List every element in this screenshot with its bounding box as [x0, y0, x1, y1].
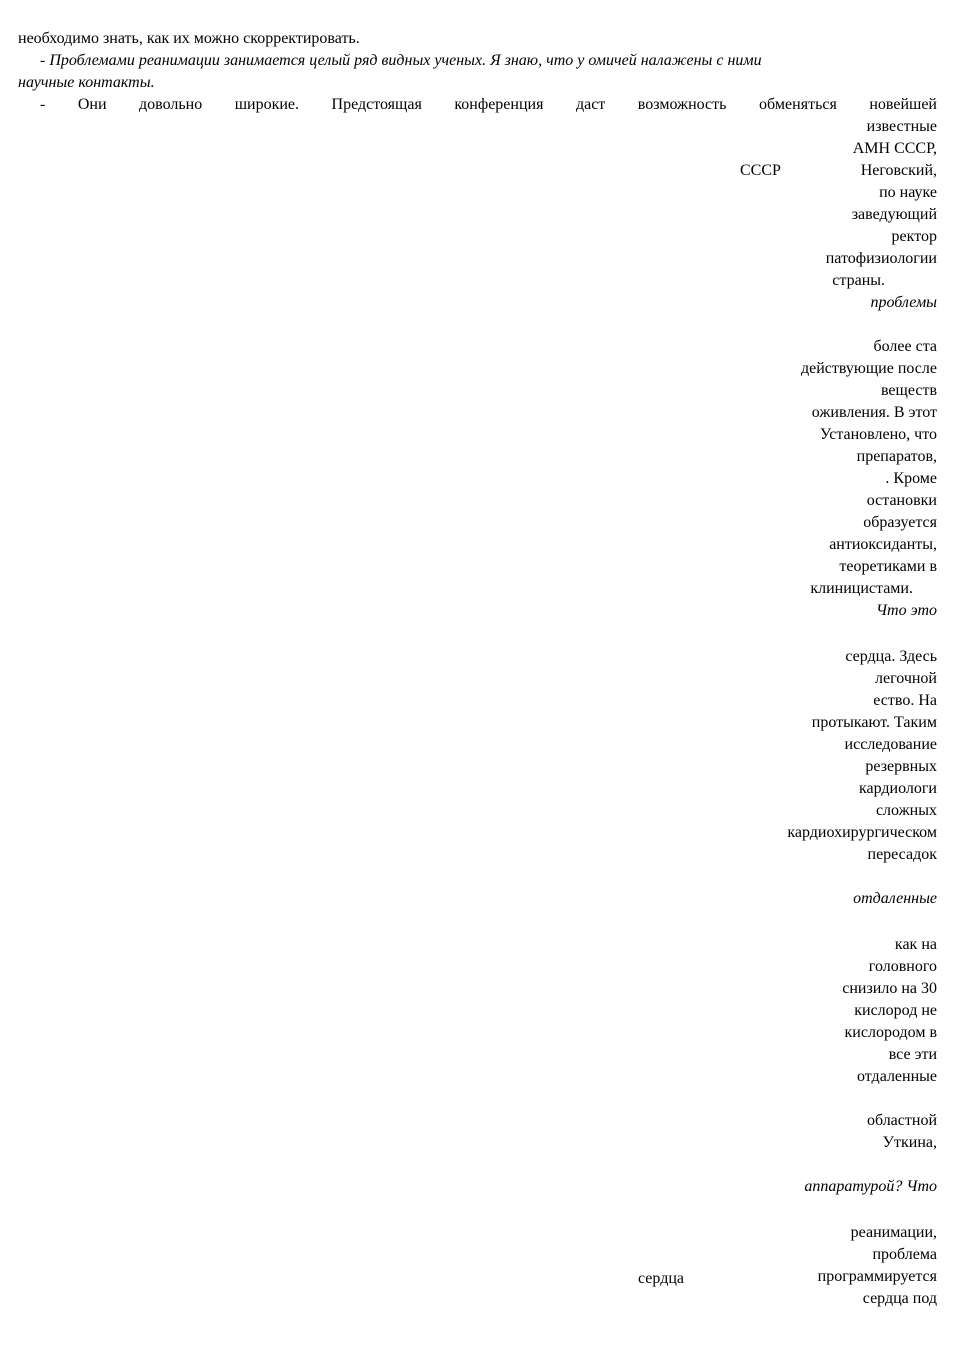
fragment: как на [894, 936, 937, 953]
fragment: АМН СССР, [852, 140, 937, 157]
text-line-italic: - Проблемами реанимации занимается целый ряд видных ученых. Я знаю, что у омичей налажены с ними [40, 52, 762, 69]
fragment: кислород не [854, 1002, 937, 1019]
fragment: все эти [888, 1046, 937, 1063]
stray-word: сердца [638, 1270, 684, 1287]
fragment: образуется [863, 514, 937, 531]
fragment: кардиохирургическом [787, 824, 937, 841]
fragment: препаратов, [856, 448, 937, 465]
fragment: веществ [880, 382, 937, 399]
fragment: реанимации, [850, 1224, 937, 1241]
fragment: теоретиками в [839, 558, 937, 575]
stray-word: СССР [740, 162, 781, 179]
fragment-italic: Что это [876, 602, 937, 619]
fragment: клиницистами. [810, 580, 913, 597]
text-line: необходимо знать, как их можно скорректировать. [18, 30, 360, 47]
fragment: по науке [879, 184, 937, 201]
fragment: снизило на 30 [842, 980, 937, 997]
fragment: резервных [865, 758, 937, 775]
fragment: более ста [873, 338, 937, 355]
fragment: ректор [891, 228, 937, 245]
fragment: программируется [817, 1268, 937, 1285]
fragment: Уткина, [882, 1134, 937, 1151]
fragment: патофизиологии [825, 250, 937, 267]
fragment: пересадок [867, 846, 937, 863]
fragment: сердца под [862, 1290, 937, 1307]
fragment: головного [868, 958, 937, 975]
fragment-italic: отдаленные [853, 890, 937, 907]
fragment: оживления. В этот [811, 404, 937, 421]
text-line-italic: научные контакты. [18, 74, 155, 91]
fragment: остановки [866, 492, 937, 509]
fragment: заведующий [851, 206, 937, 223]
fragment: Неговский, [860, 162, 937, 179]
fragment: сложных [875, 802, 937, 819]
fragment: исследование [844, 736, 937, 753]
fragment: протыкают. Таким [811, 714, 937, 731]
fragment: ество. На [873, 692, 937, 709]
fragment: кардиологи [858, 780, 937, 797]
fragment: областной [866, 1112, 937, 1129]
fragment: страны. [832, 272, 885, 289]
fragment: сердца. Здесь [845, 648, 937, 665]
fragment: кислородом в [844, 1024, 937, 1041]
fragment: антиоксиданты, [829, 536, 937, 553]
fragment: известные [866, 118, 937, 135]
fragment-italic: аппаратурой? Что [804, 1178, 937, 1195]
fragment-italic: проблемы [870, 294, 937, 311]
fragment: отдаленные [856, 1068, 937, 1085]
text-line: - Они довольно широкие. Предстоящая конференция даст возможность обменяться новейшей [40, 96, 937, 113]
fragment: . Кроме [885, 470, 937, 487]
fragment: Установлено, что [819, 426, 937, 443]
fragment: действующие после [801, 360, 937, 377]
fragment: легочной [874, 670, 937, 687]
fragment: проблема [872, 1246, 937, 1263]
